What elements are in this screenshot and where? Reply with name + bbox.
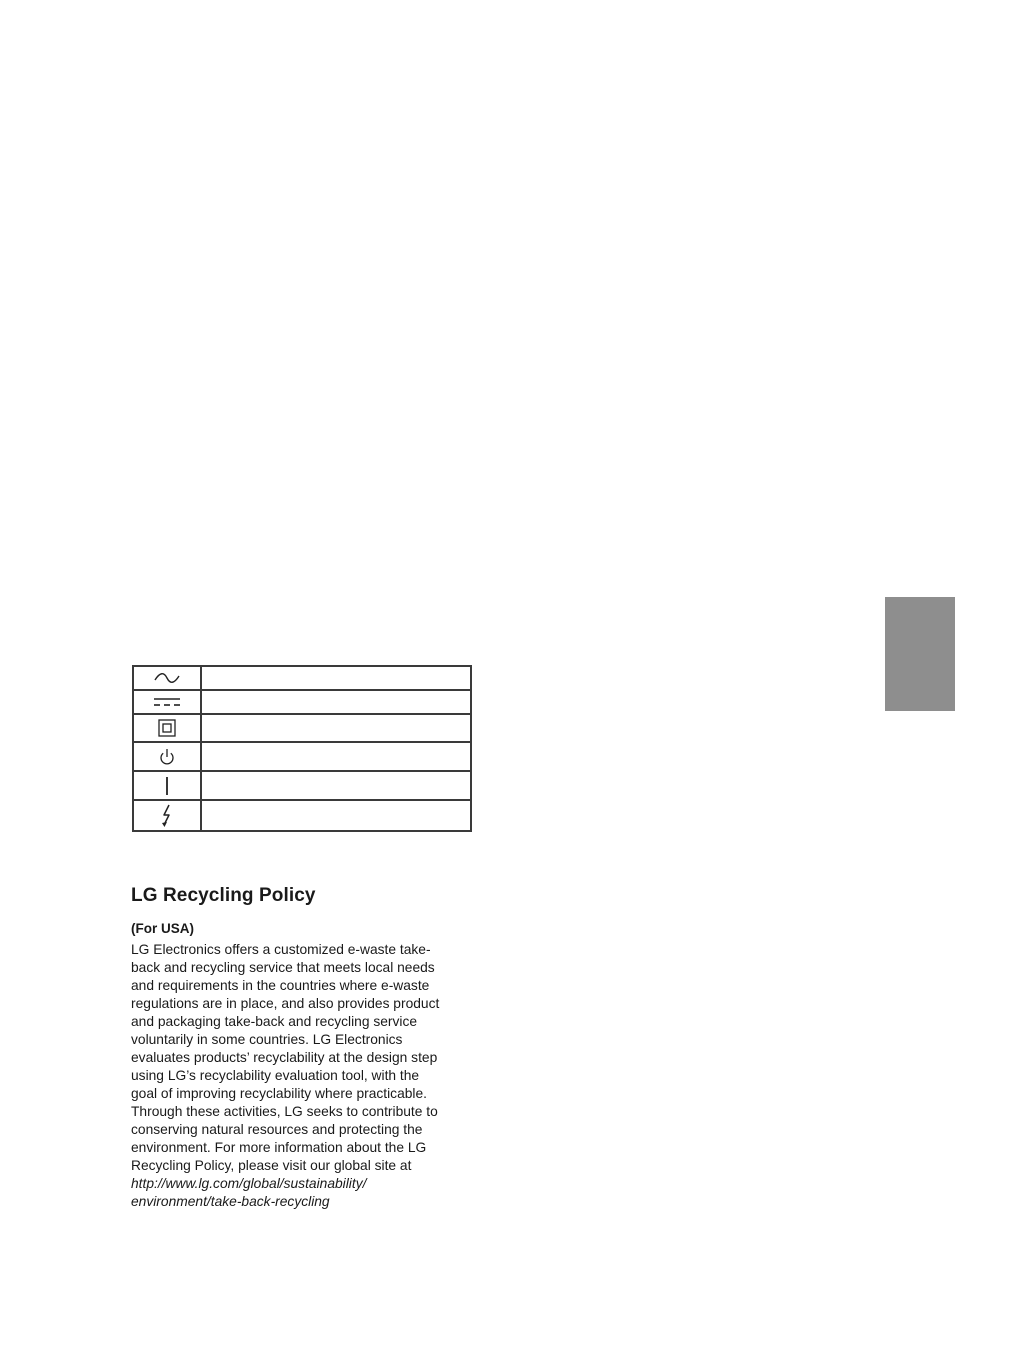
section-title: LG Recycling Policy — [131, 885, 316, 906]
body-line: using LG’s recyclability evaluation tool, with the — [131, 1068, 420, 1083]
policy-body — [131, 941, 476, 1175]
recycling-link[interactable] — [131, 1175, 476, 1211]
body-line: and packaging take-back and recycling service — [131, 1014, 418, 1029]
symbol-cell — [133, 714, 201, 742]
symbol-row-standby — [133, 742, 471, 771]
body-line: environment. For more information about the LG — [131, 1140, 427, 1155]
symbol-cell — [133, 666, 201, 690]
body-line: Through these activities, LG seeks to contribute to — [131, 1104, 438, 1119]
body-line: voluntarily in some countries. LG Electronics — [131, 1032, 403, 1047]
body-line: LG Electronics offers a customized e-waste take- — [131, 942, 431, 957]
symbol-cell — [133, 690, 201, 714]
symbol-description — [201, 800, 471, 831]
body-line: regulations are in place, and also provides product — [131, 996, 440, 1011]
symbol-row-class-ii — [133, 714, 471, 742]
symbol-row-power-on — [133, 771, 471, 800]
symbol-description — [201, 666, 471, 690]
symbol-description — [201, 742, 471, 771]
body-line: evaluates products’ recyclability at the design step — [131, 1050, 438, 1065]
body-line: goal of improving recyclability where practicable. — [131, 1086, 427, 1101]
symbol-cell — [133, 800, 201, 831]
body-line: Recycling Policy, please visit our global site at — [131, 1158, 412, 1173]
symbol-row-ac — [133, 666, 471, 690]
symbol-row-dc — [133, 690, 471, 714]
class-ii-equipment-icon — [158, 719, 176, 737]
dangerous-voltage-icon — [160, 804, 174, 828]
link-line[interactable]: http://www.lg.com/global/sustainability/ — [131, 1176, 367, 1191]
power-on-icon — [164, 776, 170, 796]
direct-current-icon — [153, 696, 181, 708]
link-line[interactable]: environment/take-back-recycling — [131, 1194, 330, 1209]
body-line: conserving natural resources and protecting the — [131, 1122, 423, 1137]
symbol-description — [201, 714, 471, 742]
alternating-current-icon — [153, 671, 181, 685]
symbols-table — [132, 665, 472, 832]
standby-icon — [159, 748, 175, 766]
body-line: and requirements in the countries where e-waste — [131, 978, 430, 993]
symbol-description — [201, 771, 471, 800]
symbol-row-dangerous-voltage — [133, 800, 471, 831]
recycling-policy-section — [131, 885, 476, 1211]
symbol-description — [201, 690, 471, 714]
symbol-cell — [133, 742, 201, 771]
body-line: back and recycling service that meets local needs — [131, 960, 435, 975]
symbol-cell — [133, 771, 201, 800]
language-side-tab — [885, 597, 955, 711]
region-label: (For USA) — [131, 921, 194, 936]
